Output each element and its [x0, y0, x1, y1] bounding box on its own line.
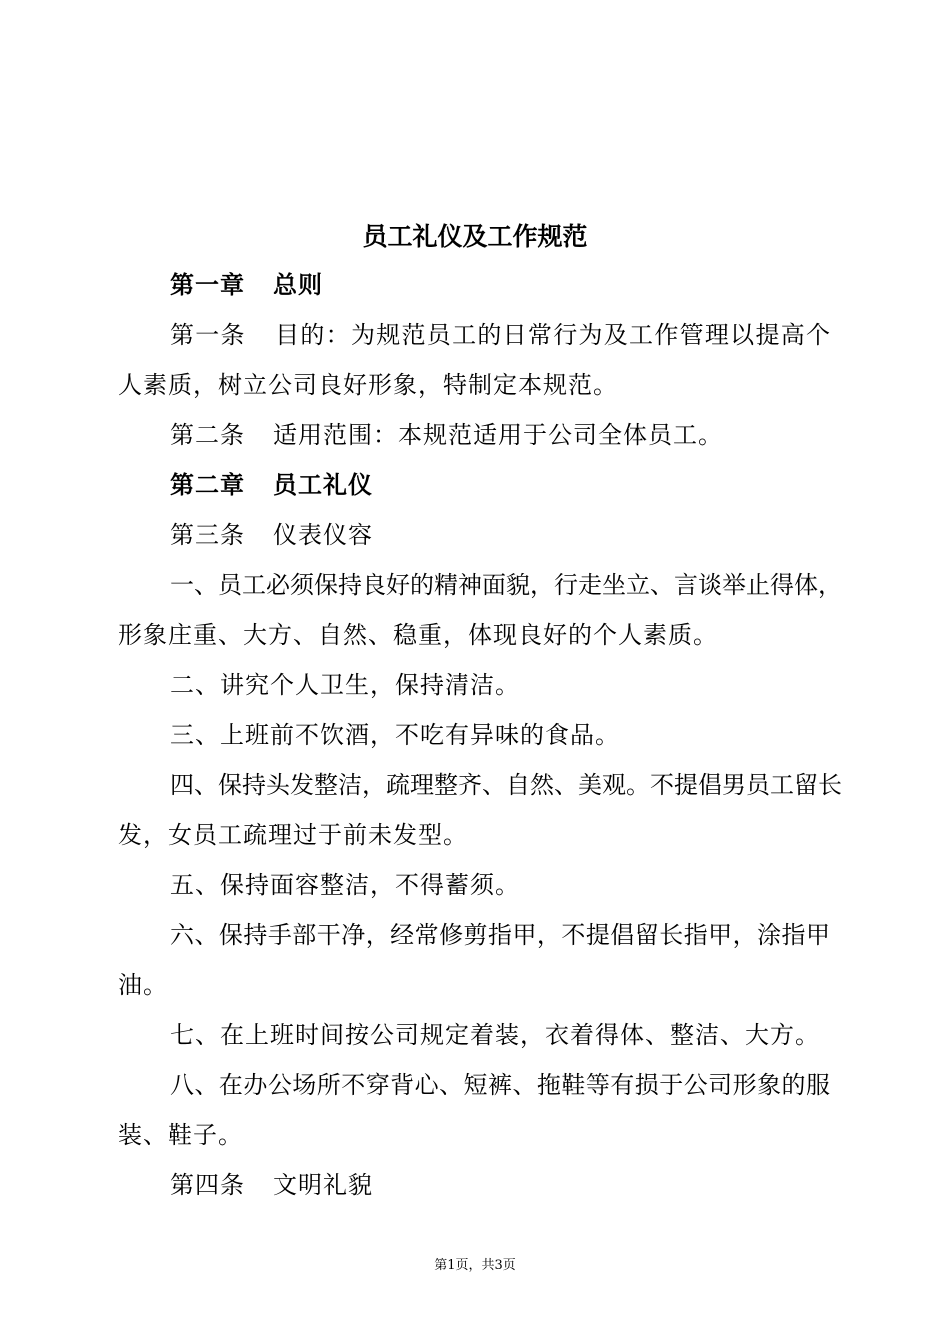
article-2-label: 第二条 [170, 421, 245, 449]
article-2 [170, 418, 723, 452]
chapter-1-heading [170, 268, 323, 302]
item-8-line-1: 八、在办公场所不穿背心、短裤、拖鞋等有损于公司形象的服 [170, 1071, 830, 1099]
item-5: 五、保持面容整洁，不得蓄须。 [170, 871, 520, 899]
article-4-text: 文明礼貌 [273, 1171, 373, 1199]
item-1-line-2: 形象庄重、大方、自然、稳重，体现良好的个人素质。 [118, 621, 718, 649]
chapter-2-label: 第二章 [170, 470, 245, 499]
item-8-line-2: 装、鞋子。 [118, 1121, 243, 1149]
page-footer: 第1页，共3页 [434, 1258, 516, 1273]
item-1-line-1: 一、员工必须保持良好的精神面貌，行走坐立、言谈举止得体， [170, 571, 842, 599]
article-1-text-1: 目的：为规范员工的日常行为及工作管理以提高个 [273, 321, 831, 349]
chapter-2-name: 员工礼仪 [273, 470, 373, 499]
article-1-label: 第一条 [170, 321, 246, 349]
chapter-1-name: 总则 [273, 270, 323, 299]
item-6-line-2: 油。 [118, 971, 168, 999]
item-6-line-1: 六、保持手部干净，经常修剪指甲，不提倡留长指甲，涂指甲 [170, 921, 830, 949]
document-title: 员工礼仪及工作规范 [362, 222, 588, 251]
article-3 [170, 518, 373, 552]
item-4-line-1: 四、保持头发整洁，疏理整齐、自然、美观。不提倡男员工留长 [170, 771, 842, 799]
article-3-text: 仪表仪容 [273, 521, 373, 549]
chapter-1-label: 第一章 [170, 270, 245, 299]
item-4-line-2: 发，女员工疏理过于前未发型。 [118, 821, 468, 849]
article-1-line-1 [170, 318, 830, 352]
chapter-2-heading [170, 468, 373, 502]
item-3: 三、上班前不饮酒，不吃有异味的食品。 [170, 721, 620, 749]
article-4 [170, 1168, 373, 1202]
article-1-line-2: 人素质，树立公司良好形象，特制定本规范。 [118, 371, 618, 399]
item-2: 二、讲究个人卫生，保持清洁。 [170, 671, 520, 699]
article-4-label: 第四条 [170, 1171, 245, 1199]
article-3-label: 第三条 [170, 521, 245, 549]
article-2-text: 适用范围：本规范适用于公司全体员工。 [273, 421, 723, 449]
item-7: 七、在上班时间按公司规定着装，衣着得体、整洁、大方。 [170, 1021, 820, 1049]
